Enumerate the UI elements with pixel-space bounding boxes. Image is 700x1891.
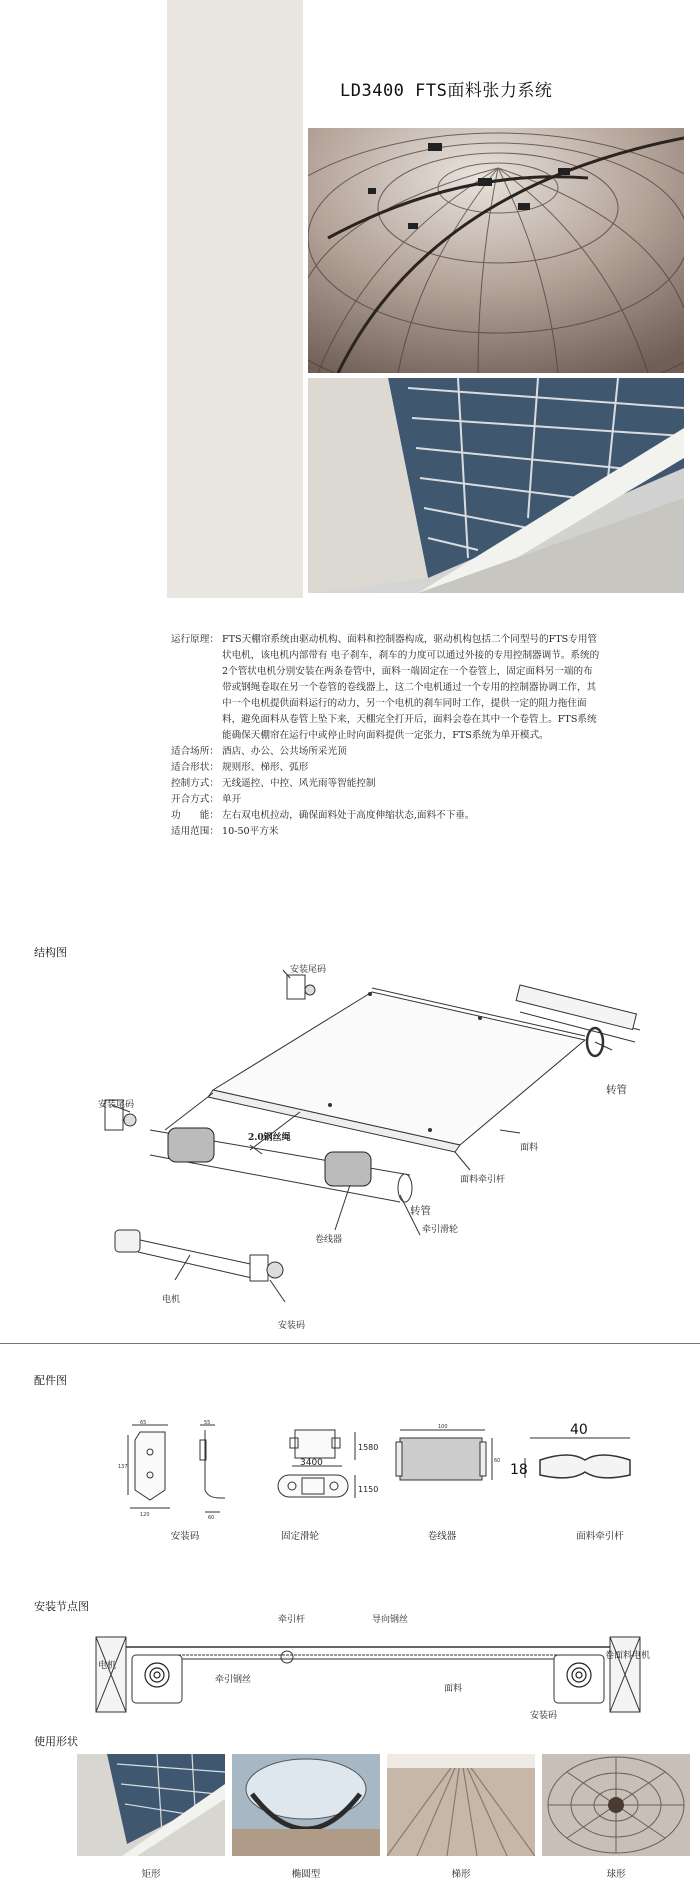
- label-mount-code: 安装码: [278, 1321, 306, 1331]
- install-label-motor: 电机: [98, 1661, 117, 1671]
- spec-label: 开合方式：: [171, 794, 219, 805]
- label-wire: 2.0钢丝绳: [248, 1133, 291, 1143]
- spec-label: 适合场所：: [171, 746, 219, 757]
- install-diagram: [90, 1625, 650, 1715]
- spec-principle-text: FTS天棚帘系统由驱动机构、面料和控制器构成，驱动机构包括二个同型号的FTS专用管状电机，该电机内部带有 电子刹车，刹车的力度可以通过外接的专用控制器调节。系统的2个管状电机分别安装在两条卷管中，面料一端固定在一个卷管上，固定面料另一端的布带或钢绳卷取在另一个卷管的卷线器上，这二个电机通过一个专用的控制器协调工作，其中一个电机提供面料运行的动力，另一个电机的刹车同时工作，提供一定的阻力拖住面料，避免面料从卷管上坠下来，天棚完全打开后，面料会卷在其中一个卷管上。FTS系统能确保天棚帘在运行中或停止时向面料提供一定张力，FTS系统为单开模式。: [222, 634, 600, 741]
- usage-caption-sphere: 球形: [606, 1869, 626, 1880]
- usage-caption-rect: 矩形: [141, 1869, 161, 1880]
- install-label-traction-wire: 牵引钢丝: [215, 1675, 252, 1685]
- spec-value: 10-50平方米: [222, 826, 279, 837]
- install-heading: 安装节点图: [34, 1600, 89, 1613]
- spec-row-opening: [171, 792, 601, 808]
- dim-40: 40: [570, 1422, 588, 1438]
- install-label-guide-wire: 导向钢丝: [372, 1615, 409, 1625]
- spec-block: [171, 632, 601, 840]
- part-caption-mount: 安装码: [170, 1531, 200, 1542]
- label-fabric: 面料: [520, 1143, 539, 1153]
- spec-row-function: [171, 808, 601, 824]
- skylight-photo: [308, 378, 684, 593]
- dim-3400: 3400: [300, 1458, 323, 1468]
- usage-caption-ellipse: 椭圆型: [291, 1869, 321, 1880]
- dim-60: 60: [208, 1515, 215, 1520]
- label-winder: 卷线器: [315, 1235, 343, 1245]
- dim-1150: 1150: [358, 1485, 379, 1494]
- install-label-fabric: 面料: [444, 1684, 463, 1694]
- usage-photo-ellipse: [232, 1754, 380, 1856]
- dim-winder-60: 60: [494, 1458, 501, 1464]
- install-label-pull-rod: 牵引杆: [278, 1615, 306, 1625]
- spec-row-shape: [171, 760, 601, 776]
- dim-18: 18: [510, 1462, 528, 1478]
- dim-1580: 1580: [358, 1443, 379, 1452]
- dome-photo: [308, 128, 684, 373]
- part-caption-pulley: 固定滑轮: [280, 1531, 319, 1542]
- usage-heading: 使用形状: [34, 1735, 78, 1748]
- dim-137: 137: [118, 1464, 128, 1470]
- part-caption-winder: 卷线器: [427, 1531, 457, 1542]
- install-label-mount-code: 安装码: [530, 1711, 558, 1721]
- label-tube-bottom: 转管: [410, 1205, 431, 1217]
- spec-row-range: [171, 824, 601, 840]
- parts-drawings: [100, 1420, 650, 1520]
- dim-120: 120: [140, 1512, 150, 1518]
- label-motor: 电机: [162, 1295, 181, 1305]
- spec-principle: [171, 632, 601, 744]
- dome-photo-art: [308, 128, 684, 373]
- part-caption-pull-rod: 面料牵引杆: [576, 1531, 624, 1542]
- usage-photo-rect: [77, 1754, 225, 1856]
- structure-heading: 结构图: [34, 946, 67, 959]
- spec-label: 适用范围：: [171, 826, 219, 837]
- dim-55: 55: [204, 1420, 211, 1426]
- skylight-photo-art: [308, 378, 684, 593]
- label-tube-right: 转管: [606, 1084, 627, 1096]
- label-mount-end-top: 安装尾码: [290, 965, 327, 975]
- spec-label: 控制方式：: [171, 778, 219, 789]
- dim-100: 100: [438, 1424, 448, 1430]
- install-label-roll-motor: 卷面料电机: [605, 1651, 651, 1661]
- usage-photo-sphere: [542, 1754, 690, 1856]
- spec-label: 功 能：: [171, 810, 219, 821]
- usage-caption-trapezoid: 梯形: [451, 1869, 471, 1880]
- label-mount-end-left: 安装尾码: [98, 1100, 135, 1110]
- section-divider: [0, 1343, 700, 1344]
- structure-diagram: [0, 940, 700, 1340]
- spec-principle-label: 运行原理：: [171, 634, 219, 645]
- spec-value: 左右双电机拉动，确保面料处于高度伸缩状态,面料不下垂。: [222, 810, 475, 821]
- spec-value: 无线遥控、中控、风光雨等智能控制: [222, 778, 376, 789]
- spec-label: 适合形状：: [171, 762, 219, 773]
- decorative-sidebar: [167, 0, 303, 598]
- spec-row-control: [171, 776, 601, 792]
- spec-row-venue: [171, 744, 601, 760]
- dim-65: 65: [140, 1420, 147, 1426]
- parts-heading: 配件图: [34, 1374, 67, 1387]
- spec-value: 规则形、梯形、弧形: [222, 762, 309, 773]
- spec-value: 单开: [222, 794, 242, 805]
- label-pull-rod: 面料牵引杆: [460, 1175, 506, 1185]
- page-title: LD3400 FTS面料张力系统: [340, 81, 553, 101]
- label-pulley: 牵引滑轮: [422, 1225, 459, 1235]
- usage-photo-trapezoid: [387, 1754, 535, 1856]
- spec-value: 酒店、办公、公共场所采光顶: [222, 746, 347, 757]
